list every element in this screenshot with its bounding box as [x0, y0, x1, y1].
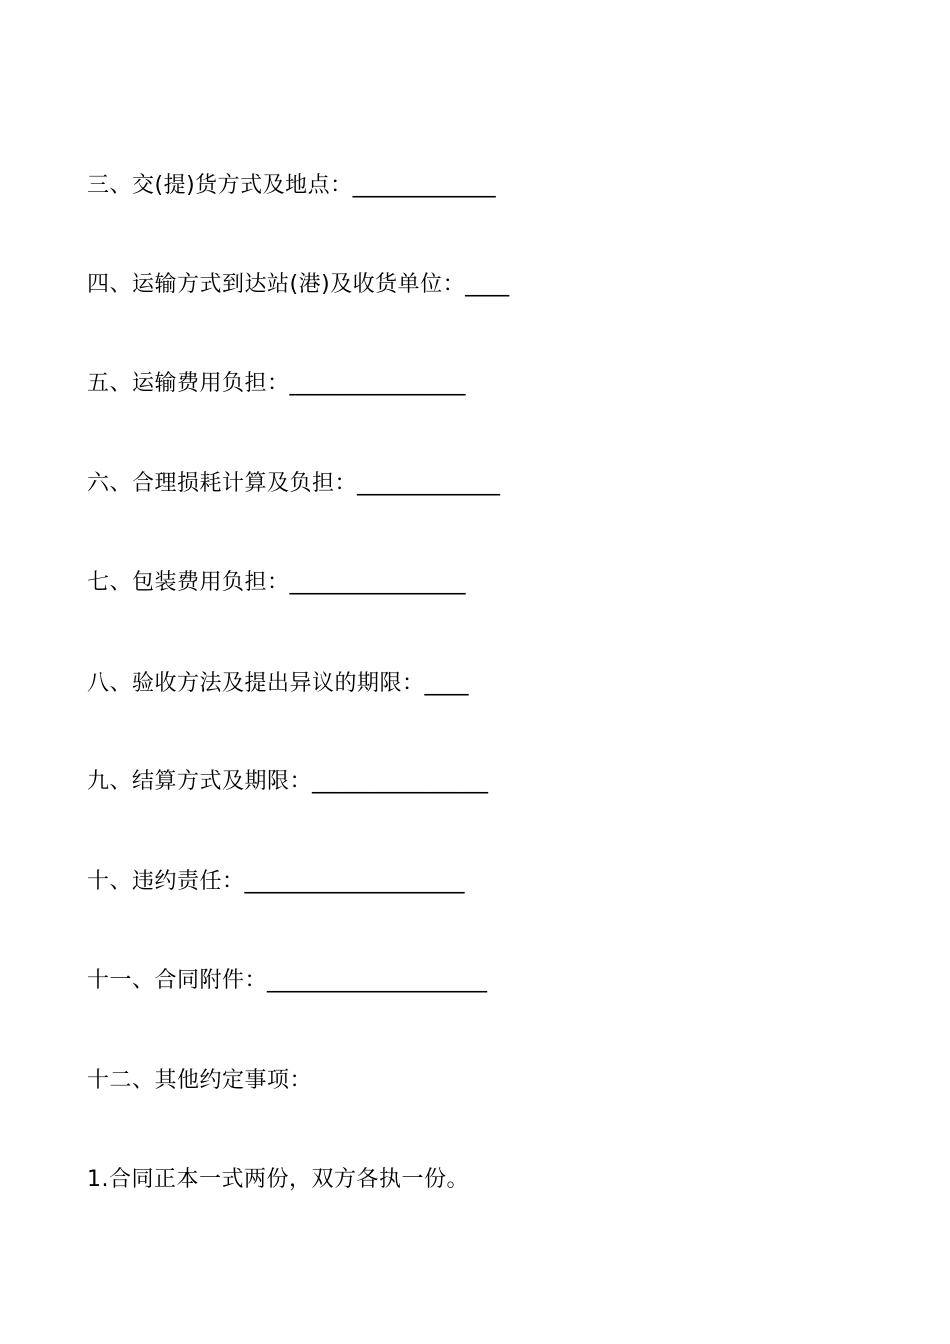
fill-in-blank: ________________ — [289, 570, 466, 595]
clause-settlement-method — [87, 766, 488, 798]
clause-label: 十、违约责任： — [87, 869, 245, 894]
fill-in-blank: _____________ — [352, 173, 496, 198]
clause-label: 十二、其他约定事项： — [87, 1068, 313, 1093]
clause-label: 九、结算方式及期限： — [87, 769, 313, 794]
clause-copies — [87, 1164, 469, 1196]
fill-in-blank: ____ — [424, 671, 469, 696]
clause-other-matters — [87, 1065, 312, 1097]
clause-label: 四、运输方式到达站(港)及收货单位： — [87, 272, 466, 297]
clause-liability — [87, 866, 465, 898]
fill-in-blank: ________________ — [312, 769, 489, 794]
clause-label: 五、运输费用负担： — [87, 371, 290, 396]
clause-transport-cost — [87, 368, 466, 400]
clause-reasonable-loss — [87, 468, 500, 500]
fill-in-blank: ____ — [465, 272, 510, 297]
clause-delivery-method — [87, 170, 496, 202]
clause-label: 1.合同正本一式两份，双方各执一份。 — [87, 1167, 469, 1192]
fill-in-blank: ____________________ — [267, 968, 488, 993]
fill-in-blank: _____________ — [357, 471, 501, 496]
clause-acceptance-method — [87, 668, 469, 700]
clause-label: 八、验收方法及提出异议的期限： — [87, 671, 425, 696]
clause-attachments — [87, 965, 487, 997]
clause-packaging-cost — [87, 567, 466, 599]
clause-label: 十一、合同附件： — [87, 968, 268, 993]
clause-label: 三、交(提)货方式及地点： — [87, 173, 353, 198]
fill-in-blank: ________________ — [289, 371, 466, 396]
clause-transport-method — [87, 269, 509, 301]
clause-label: 七、包装费用负担： — [87, 570, 290, 595]
clause-label: 六、合理损耗计算及负担： — [87, 471, 358, 496]
fill-in-blank: ____________________ — [244, 869, 465, 894]
